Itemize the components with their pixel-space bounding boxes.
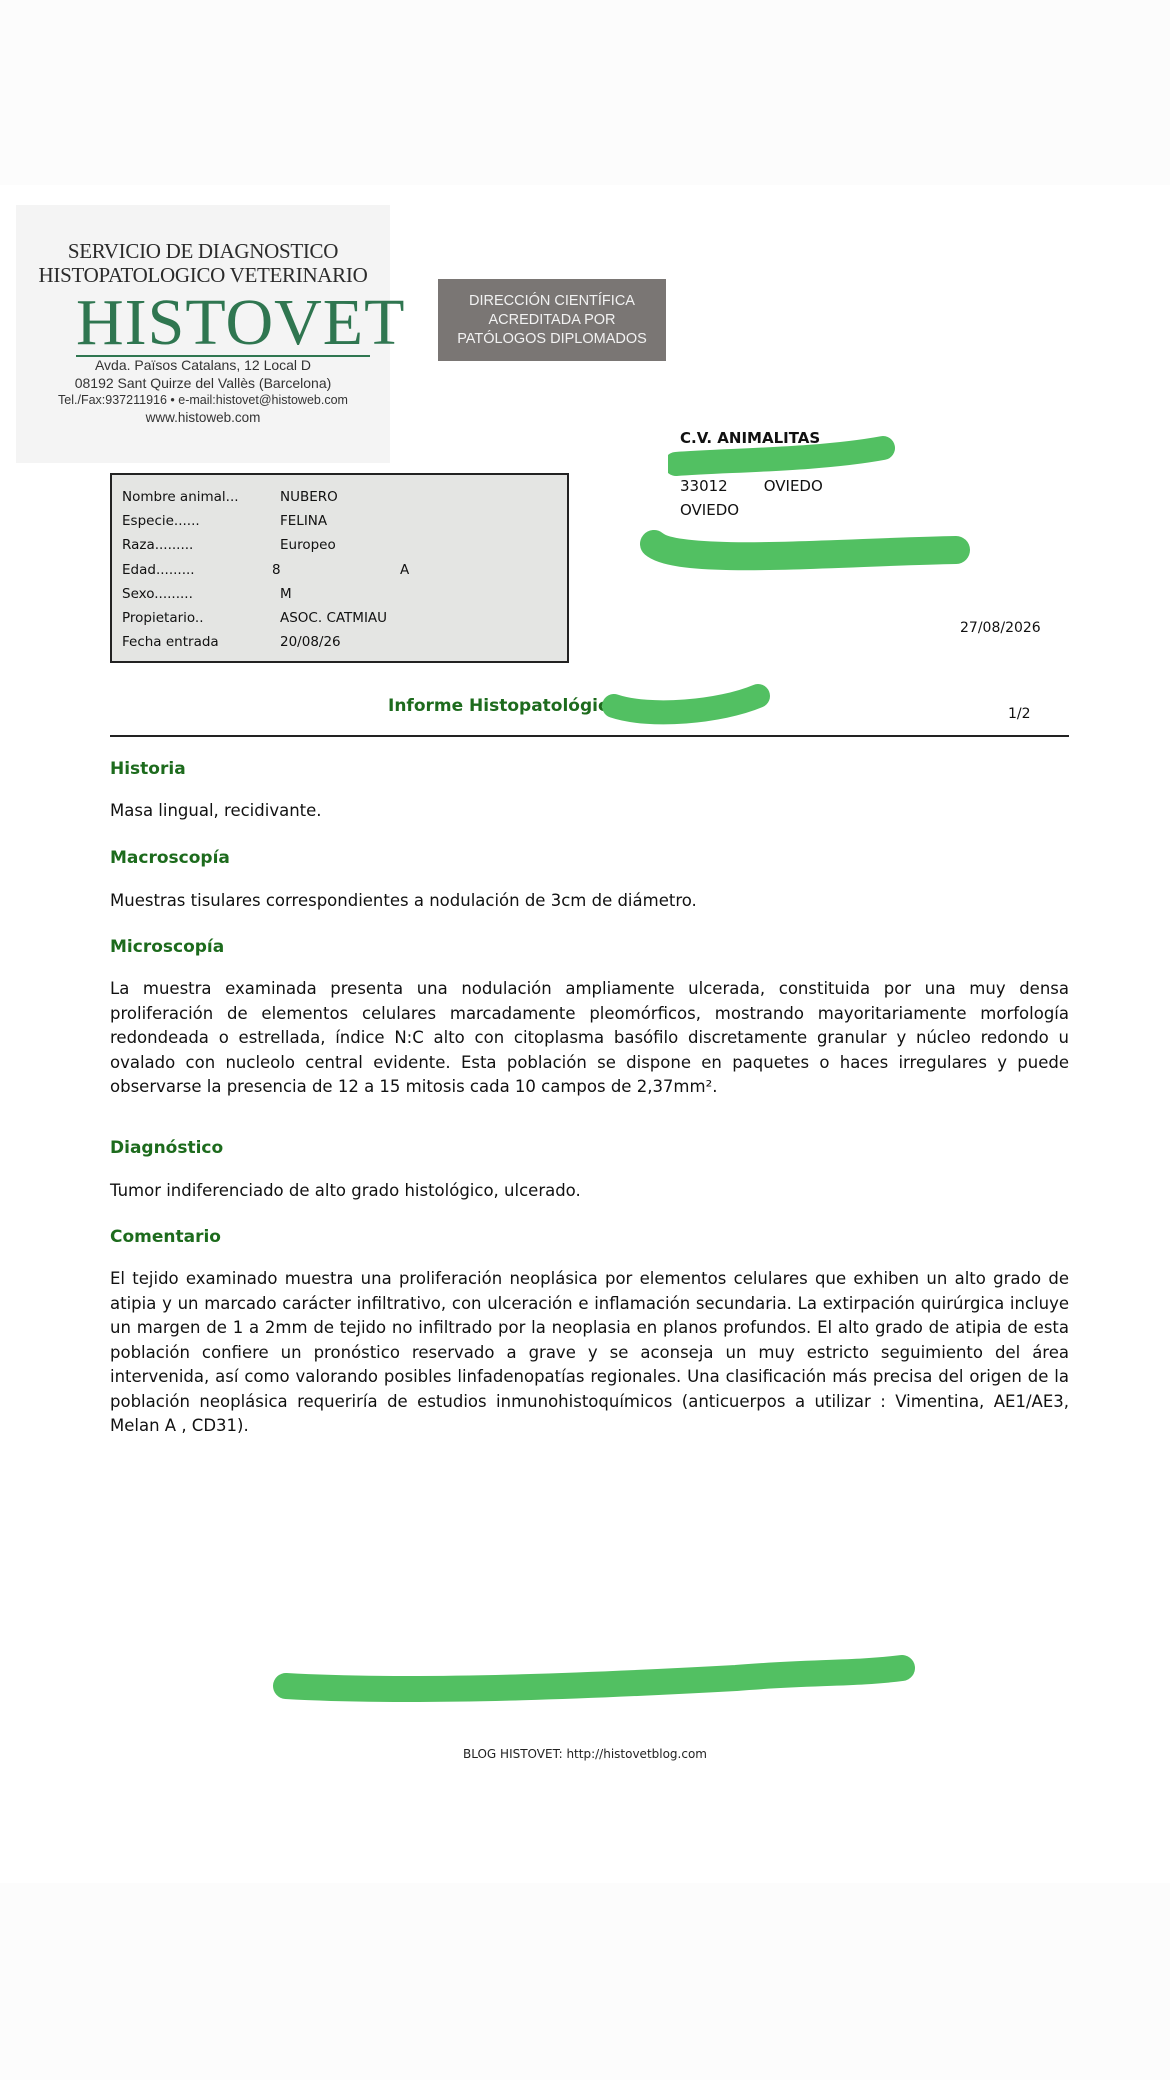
redaction-scribble <box>640 528 970 574</box>
badge-line-1: DIRECCIÓN CIENTÍFICA <box>469 292 635 309</box>
redaction-scribble <box>600 678 780 728</box>
section-diagnostico <box>110 1138 1069 1204</box>
recipient-name: C.V. ANIMALITAS <box>680 429 821 447</box>
logo-web: www.histoweb.com <box>145 410 261 425</box>
patient-label: Edad......... <box>122 562 195 578</box>
logo-address-1: Avda. Països Catalans, 12 Local D <box>94 357 312 373</box>
patient-info-box <box>110 473 569 663</box>
page-number: 1/2 <box>1008 706 1031 722</box>
section-heading: Macroscopía <box>110 848 230 868</box>
recipient-province: OVIEDO <box>680 501 740 519</box>
logo-address-2: 08192 Sant Quirze del Vallès (Barcelona) <box>74 375 332 391</box>
histovet-logo <box>16 205 406 463</box>
section-microscopia <box>110 937 1069 1100</box>
section-historia <box>110 759 1069 824</box>
patient-value: ASOC. CATMIAU <box>280 610 388 626</box>
divider <box>110 735 1069 737</box>
redaction-scribble <box>266 1646 926 1704</box>
section-text: La muestra examinada presenta una nodulación ampliamente ulcerada, constituida por una muy densa proliferación de elementos celulares marcadamente pleomórficos, mostrando mayoritariamente morfología redondeada o estrellada, índice N:C alto con citoplasma basófilo discretamente granular y núcleo redondo u ovalado con nucleolo central evidente. Esta población se dispone en paquetes o haces irregulares y puede observarse la presencia de 12 a 15 mitosis cada 10 campos de 2,37mm². <box>110 979 1069 1096</box>
badge-line-3: PATÓLOGOS DIPLOMADOS <box>457 330 647 347</box>
redaction-scribble <box>668 430 896 478</box>
section-heading: Comentario <box>110 1227 221 1247</box>
section-heading: Historia <box>110 759 186 779</box>
patient-label: Raza......... <box>122 537 194 553</box>
patient-value: 8 <box>272 562 281 578</box>
patient-label: Propietario.. <box>122 610 204 626</box>
recipient-postal: 33012 <box>680 477 728 495</box>
logo-contact: Tel./Fax:937211916 • e-mail:histovet@histoweb.com <box>58 393 348 407</box>
report-date: 27/08/2026 <box>960 620 1041 636</box>
section-text: Muestras tisulares correspondientes a nodulación de 3cm de diámetro. <box>110 891 697 910</box>
patient-age-unit: A <box>400 562 410 578</box>
section-comentario <box>110 1227 1069 1439</box>
patient-label: Nombre animal... <box>122 489 239 505</box>
section-heading: Microscopía <box>110 937 225 957</box>
patient-value: 20/08/26 <box>280 634 341 650</box>
section-text: Masa lingual, recidivante. <box>110 801 322 820</box>
badge-line-2: ACREDITADA POR <box>488 311 616 328</box>
section-text: El tejido examinado muestra una proliferación neoplásica por elementos celulares que exhiben un alto grado de atipia y un marcado carácter infiltrativo, con ulceración e inflamación secundaria. La extirpación quirúrgica incluye un margen de 1 a 2mm de tejido no infiltrado por la neoplasia en planos profundos. El alto grado de atipia de esta población confiere un pronóstico reservado a grave y se aconseja un muy estricto seguimiento del área intervenida, así como valorando posibles linfadenopatías regionales. Una clasificación más precisa del origen de la población neoplásica requeriría de estudios inmunohistoquímicos (anticuerpos a utilizar : Vimentina, AE1/AE3, Melan A , CD31). <box>110 1269 1069 1435</box>
patient-value: M <box>280 586 292 602</box>
logo-line-1: SERVICIO DE DIAGNOSTICO <box>67 239 339 263</box>
patient-label: Fecha entrada <box>122 634 219 650</box>
footer-blog-link: BLOG HISTOVET: http://histovetblog.com <box>463 1747 707 1761</box>
section-text: Tumor indiferenciado de alto grado histológico, ulcerado. <box>110 1181 581 1200</box>
accreditation-badge <box>438 279 666 361</box>
patient-value: FELINA <box>280 513 328 529</box>
section-heading: Diagnóstico <box>110 1138 224 1158</box>
patient-value: NUBERO <box>280 489 338 505</box>
recipient-city: OVIEDO <box>763 477 823 495</box>
patient-value: Europeo <box>280 537 336 553</box>
logo-brand: HISTOVET <box>76 286 406 359</box>
logo-line-2: HISTOPATOLOGICO VETERINARIO <box>38 263 368 287</box>
patient-label: Sexo......... <box>122 586 193 602</box>
patient-label: Especie...... <box>122 513 200 529</box>
report-title: Informe Histopatológico <box>388 696 620 716</box>
section-macroscopia <box>110 848 1069 914</box>
